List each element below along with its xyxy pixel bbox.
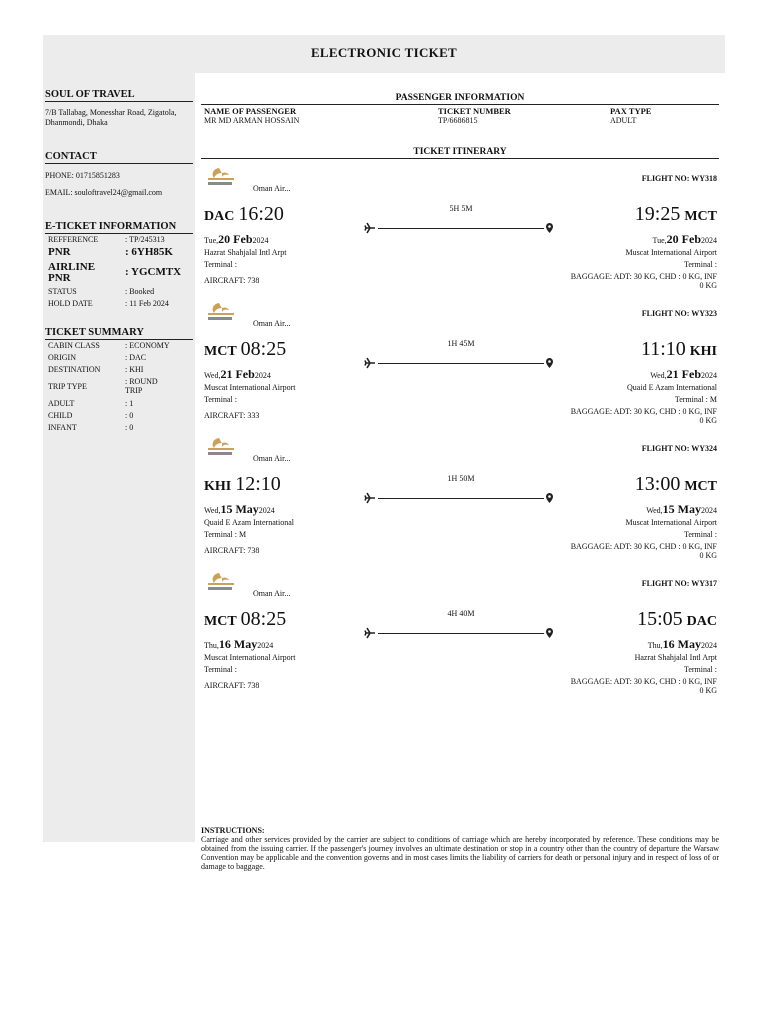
arrival-terminal: Terminal :: [684, 665, 717, 674]
contact-heading: CONTACT: [45, 151, 193, 164]
page-title: ELECTRONIC TICKET: [310, 45, 458, 60]
summary-key: TRIP TYPE: [48, 382, 87, 391]
flight-duration: 4H 40M: [447, 609, 475, 618]
baggage-allowance: BAGGAGE: ADT: 30 KG, CHD : 0 KG, INF 0 KG: [570, 542, 717, 560]
airline-name: Oman Air...: [253, 454, 291, 463]
airline-name: Oman Air...: [253, 184, 291, 193]
departure: [204, 473, 281, 496]
contact-email: EMAIL: souloftravel24@gmail.com: [45, 188, 163, 197]
arrival-date: [653, 232, 718, 247]
summary-value: : ROUND TRIP: [125, 377, 158, 395]
departure-day-month: 16 May: [218, 637, 258, 651]
departure-time: 12:10: [235, 473, 281, 495]
arrival-day: Tue,: [652, 236, 667, 245]
summary-row-adult: [48, 399, 193, 409]
sidebar: [43, 73, 195, 842]
agency-name: SOUL OF TRAVEL: [45, 89, 193, 102]
arrival-time: 13:00: [634, 473, 681, 495]
flight-segment-4: [201, 572, 725, 704]
arrival-time: 15:05: [637, 608, 683, 630]
departure-time: 08:25: [240, 608, 287, 630]
departure-code: MCT: [204, 344, 237, 359]
summary-value: : ECONOMY: [125, 341, 170, 350]
eticket-value: : Booked: [125, 287, 155, 296]
eticket-row-pnr: [48, 247, 193, 259]
arrival-day: Wed,: [646, 506, 663, 515]
arrival-year: 2024: [701, 641, 717, 650]
route-divider: [378, 633, 544, 634]
summary-value: : DAC: [125, 353, 147, 362]
ticket-number-col: [438, 106, 511, 125]
pax-type-col: [610, 106, 651, 125]
arrival-airport: Quaid E Azam International: [627, 383, 717, 392]
arrival-airport: Muscat International Airport: [625, 248, 717, 257]
baggage-allowance: BAGGAGE: ADT: 30 KG, CHD : 0 KG, INF 0 KG: [570, 407, 717, 425]
instructions: [201, 826, 719, 871]
departure-airport: Muscat International Airport: [204, 653, 296, 662]
arrival: [635, 473, 717, 496]
summary-row-child: [48, 411, 193, 421]
instructions-text: Carriage and other services provided by the carrier are subject to conditions of carriage which are hereby incorporated by reference. These conditions may be obtained from the issuing carrier. If the passenger's journey involves an ultimate destination or stop in a country other than the country of departure the Warsaw Convention may be applicable and the convention governs and in most cases limits the liability of carriers for death or personal injury and in respect of loss of or damage to baggage.: [201, 835, 719, 871]
departure-date: [204, 232, 269, 247]
departure: [204, 203, 284, 226]
oman-air-logo: [205, 302, 251, 322]
arrival-year: 2024: [701, 236, 717, 245]
summary-key: INFANT: [48, 423, 77, 432]
arrival-year: 2024: [701, 506, 717, 515]
arrival-day: Thu,: [647, 641, 663, 650]
eticket-row-hold-date: [48, 299, 193, 309]
summary-value: : 1: [125, 399, 134, 408]
arrival-day-month: 16 May: [662, 637, 701, 651]
passenger-name: MR MD ARMAN HOSSAIN: [204, 116, 300, 125]
flight-duration: 1H 50M: [447, 474, 475, 483]
departure-airport: Muscat International Airport: [204, 383, 296, 392]
departure-date: [204, 367, 271, 382]
departure-day: Thu,: [204, 641, 219, 650]
departure-year: 2024: [257, 641, 274, 650]
plane-icon: [364, 627, 376, 639]
arrival-day-month: 15 May: [662, 502, 701, 516]
ticket-header: [43, 35, 725, 73]
eticket-value: : TP/245313: [125, 235, 165, 244]
flight-duration: 5H 5M: [449, 204, 473, 213]
eticket-key: HOLD DATE: [48, 299, 93, 308]
passenger-name-col: [204, 106, 299, 125]
aircraft-type: AIRCRAFT: 738: [204, 546, 260, 555]
flight-number: FLIGHT NO: WY318: [641, 174, 717, 183]
departure-year: 2024: [252, 236, 269, 245]
departure-day: Tue,: [204, 236, 219, 245]
departure-date: [204, 502, 275, 517]
departure-day: Wed,: [204, 506, 221, 515]
arrival-day: Wed,: [650, 371, 667, 380]
route-line: [364, 492, 554, 504]
summary-row-infant: [48, 423, 193, 433]
departure-day-month: 15 May: [220, 502, 259, 516]
instructions-heading: INSTRUCTIONS:: [201, 826, 265, 835]
departure-time: 16:20: [238, 203, 284, 225]
flight-number: FLIGHT NO: WY317: [641, 579, 717, 588]
eticket-key: REFFERENCE: [48, 235, 99, 244]
passenger-heading: PASSENGER INFORMATION: [201, 93, 719, 105]
arrival-code: KHI: [689, 344, 717, 359]
arrival-airport: Hazrat Shahjalal Intl Arpt: [634, 653, 717, 662]
summary-value: : 0: [125, 411, 134, 420]
airline-name: Oman Air...: [253, 319, 291, 328]
departure: [204, 338, 286, 361]
departure-day: Wed,: [204, 371, 221, 380]
flight-number: FLIGHT NO: WY323: [641, 309, 717, 318]
route-divider: [378, 498, 544, 499]
departure-terminal: Terminal : M: [204, 530, 247, 539]
eticket-row-airline-pnr: [48, 262, 193, 284]
arrival-year: 2024: [701, 371, 717, 380]
summary-key: DESTINATION: [48, 365, 101, 374]
aircraft-type: AIRCRAFT: 738: [204, 276, 260, 285]
summary-value: : KHI: [125, 365, 144, 374]
arrival-day-month: 21 Feb: [666, 367, 701, 381]
flight-duration: 1H 45M: [447, 339, 475, 348]
arrival: [635, 203, 717, 226]
arrival-code: MCT: [684, 209, 717, 224]
arrival-date: [648, 637, 717, 652]
departure-date: [204, 637, 273, 652]
oman-air-logo: [205, 437, 251, 457]
route-line: [364, 627, 554, 639]
route-divider: [378, 228, 544, 229]
departure-code: KHI: [204, 479, 232, 494]
eticket-key: STATUS: [48, 287, 77, 296]
pax-type-label: PAX TYPE: [610, 106, 652, 116]
summary-row-origin: [48, 353, 193, 363]
arrival-terminal: Terminal :: [684, 530, 717, 539]
oman-air-logo: [205, 572, 251, 592]
departure-time: 08:25: [240, 338, 287, 360]
arrival-time: 19:25: [634, 203, 681, 225]
eticket-key: PNR: [48, 246, 71, 258]
departure-day-month: 21 Feb: [220, 367, 255, 381]
summary-key: CABIN CLASS: [48, 341, 100, 350]
arrival-airport: Muscat International Airport: [625, 518, 717, 527]
arrival: [641, 338, 717, 361]
departure-year: 2024: [258, 506, 275, 515]
location-pin-icon: [545, 222, 554, 234]
eticket-value: : 11 Feb 2024: [125, 299, 169, 308]
departure-code: MCT: [204, 614, 237, 629]
agency-address: 7/B Tallabag, Monesshar Road, Zigatola, Dhanmondi, Dhaka: [45, 108, 177, 127]
flight-segment-2: [201, 302, 725, 434]
airline-name: Oman Air...: [253, 589, 291, 598]
arrival-code: DAC: [686, 614, 717, 629]
summary-heading: TICKET SUMMARY: [45, 327, 193, 340]
aircraft-type: AIRCRAFT: 738: [204, 681, 260, 690]
arrival-terminal: Terminal :: [684, 260, 717, 269]
summary-row-trip-type: [48, 377, 193, 397]
departure-year: 2024: [254, 371, 271, 380]
summary-row-destination: [48, 365, 193, 375]
departure-terminal: Terminal :: [204, 260, 237, 269]
location-pin-icon: [545, 492, 554, 504]
arrival-terminal: Terminal : M: [674, 395, 717, 404]
arrival-date: [650, 367, 717, 382]
summary-value: : 0: [125, 423, 134, 432]
arrival-time: 11:10: [640, 338, 686, 360]
departure-code: DAC: [204, 209, 235, 224]
departure-airport: Hazrat Shahjalal Intl Arpt: [204, 248, 287, 257]
plane-icon: [364, 222, 376, 234]
flight-number: FLIGHT NO: WY324: [641, 444, 717, 453]
eticket-value: : 6YH85K: [125, 246, 173, 258]
arrival: [637, 608, 717, 631]
location-pin-icon: [545, 627, 554, 639]
pax-type: ADULT: [610, 116, 637, 125]
plane-icon: [364, 492, 376, 504]
itinerary-heading: TICKET ITINERARY: [201, 147, 719, 159]
summary-row-cabin: [48, 341, 193, 351]
eticket-key: AIRLINE PNR: [48, 261, 96, 284]
route-line: [364, 222, 554, 234]
departure-terminal: Terminal :: [204, 395, 237, 404]
passenger-name-label: NAME OF PASSENGER: [204, 106, 297, 116]
baggage-allowance: BAGGAGE: ADT: 30 KG, CHD : 0 KG, INF 0 KG: [570, 677, 717, 695]
departure-airport: Quaid E Azam International: [204, 518, 294, 527]
plane-icon: [364, 357, 376, 369]
e-ticket: [43, 35, 725, 871]
eticket-value: : YGCMTX: [125, 266, 182, 278]
oman-air-logo: [205, 167, 251, 187]
baggage-allowance: BAGGAGE: ADT: 30 KG, CHD : 0 KG, INF 0 KG: [570, 272, 717, 290]
aircraft-type: AIRCRAFT: 333: [204, 411, 260, 420]
main-content: [201, 73, 725, 871]
summary-key: ADULT: [48, 399, 75, 408]
summary-key: ORIGIN: [48, 353, 76, 362]
summary-key: CHILD: [48, 411, 73, 420]
departure-terminal: Terminal :: [204, 665, 237, 674]
arrival-date: [646, 502, 717, 517]
ticket-number-label: TICKET NUMBER: [438, 106, 511, 116]
contact-phone: PHONE: 01715851283: [45, 171, 120, 180]
flight-segment-1: [201, 167, 725, 299]
eticket-row-reference: [48, 235, 193, 245]
route-line: [364, 357, 554, 369]
location-pin-icon: [545, 357, 554, 369]
departure-day-month: 20 Feb: [218, 232, 253, 246]
departure: [204, 608, 286, 631]
eticket-heading: E-TICKET INFORMATION: [45, 221, 193, 234]
arrival-code: MCT: [684, 479, 717, 494]
ticket-number: TP/6686815: [438, 116, 478, 125]
eticket-row-status: [48, 287, 193, 297]
arrival-day-month: 20 Feb: [666, 232, 701, 246]
route-divider: [378, 363, 544, 364]
flight-segment-3: [201, 437, 725, 569]
